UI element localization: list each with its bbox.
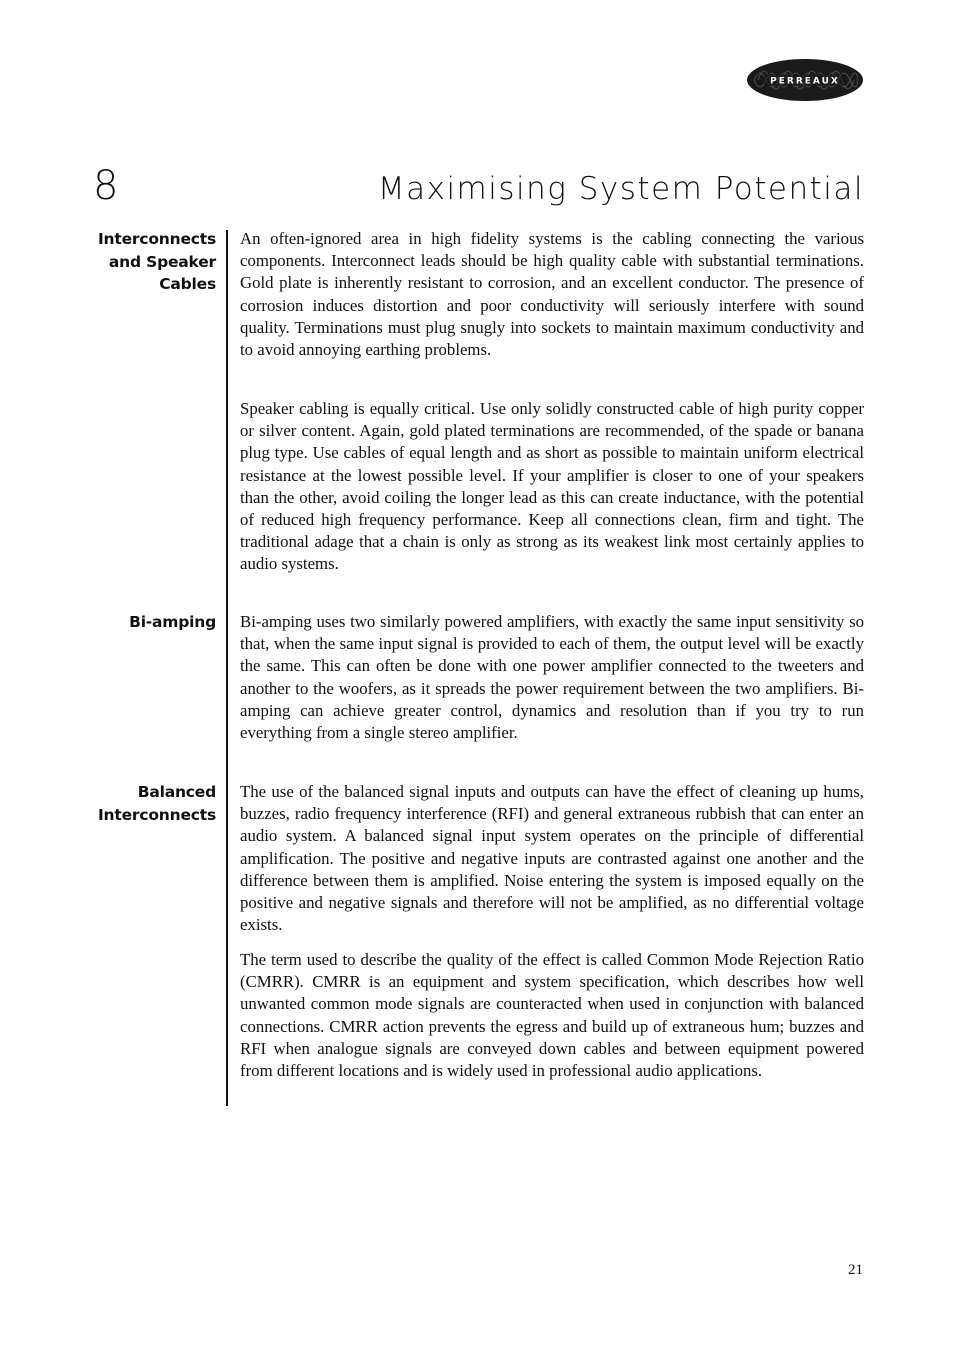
section-heading-balanced-interconnects [76,781,216,826]
section-heading-bi-amping [76,611,216,634]
section-heading-interconnects [76,228,216,296]
section-heading-line: and Speaker [108,252,216,271]
section-heading-line: Bi-amping [129,613,216,631]
paragraph-interconnects-1: An often-ignored area in high fidelity systems is the cabling connecting the various components. Interconnect leads should be high quality cable with substantial terminations. Gold plate is inherently resistant to corrosion, and an excellent conductor. The presence of corrosion induces distortion and poor conductivity will seriously interfere with sound quality. Terminations must plug snugly into sockets to maintain maximum conductivity and to avoid annoying earthing problems. [240,229,864,360]
paragraph-cmrr: The term used to describe the quality of the effect is called Common Mode Rejection Ratio (CMRR). CMRR is an equipment and system specification, which describes how well unwanted common mode signals are counteracted when used in conjunction with balanced connections. CMRR action prevents the egress and build up of extraneous hum; buzzes and RFI when analogue signals are conveyed down cables and between equipment powered from different locations and is widely used in professional audio applications. [240,950,864,1081]
section-heading-line: Interconnects [97,230,216,248]
page-number: 21 [848,1262,863,1278]
chapter-title: Maximising System Potential [377,171,864,207]
paragraph-speaker-cabling: Speaker cabling is equally critical. Use only solidly constructed cable of high purity copper or silver content. Again, gold plated terminations are recommended, of the spade or banana plug type. Use cables of equal length and as short as possible to maintain uniform electrical resistance at the lowest possible level. If your amplifier is closer to one of your speakers than the other, avoid coiling the longer lead as this can create inductance, with the potential of reduced high frequency performance. Keep all connections clean, firm and tight. The traditional adage that a chain is only as strong as its weakest link most certainly applies to audio systems. [240,399,864,574]
section-heading-line: Interconnects [97,805,216,824]
section-heading-line: Balanced [137,783,216,801]
perreaux-logo [746,58,864,102]
paragraph-bi-amping: Bi-amping uses two similarly powered amplifiers, with exactly the same input sensitivity so that, when the same input signal is provided to each of them, the output level will be exactly the same. This can often be done with one power amplifier connected to the tweeters and another to the woofers, as it spreads the power requirement between the two amplifiers. Bi-amping can achieve greater control, dynamics and resolution than if you try to run everything from a single stereo amplifier. [240,612,864,743]
margin-divider [226,230,228,1106]
chapter-number: 8 [93,163,119,209]
section-heading-line: Cables [159,275,216,293]
logo-text: PERREAUX [770,76,840,87]
paragraph-balanced-signals: The use of the balanced signal inputs and outputs can have the effect of cleaning up hums, buzzes, radio frequency interference (RFI) and general extraneous rubbish that can enter an audio system. A balanced signal input system operates on the principle of differential amplification. The positive and negative inputs are contrasted against one another and the difference between them is amplified. Noise entering the system is imposed equally on the positive and negative signals and therefore will not be amplified, as no differential voltage exists. [240,782,864,935]
